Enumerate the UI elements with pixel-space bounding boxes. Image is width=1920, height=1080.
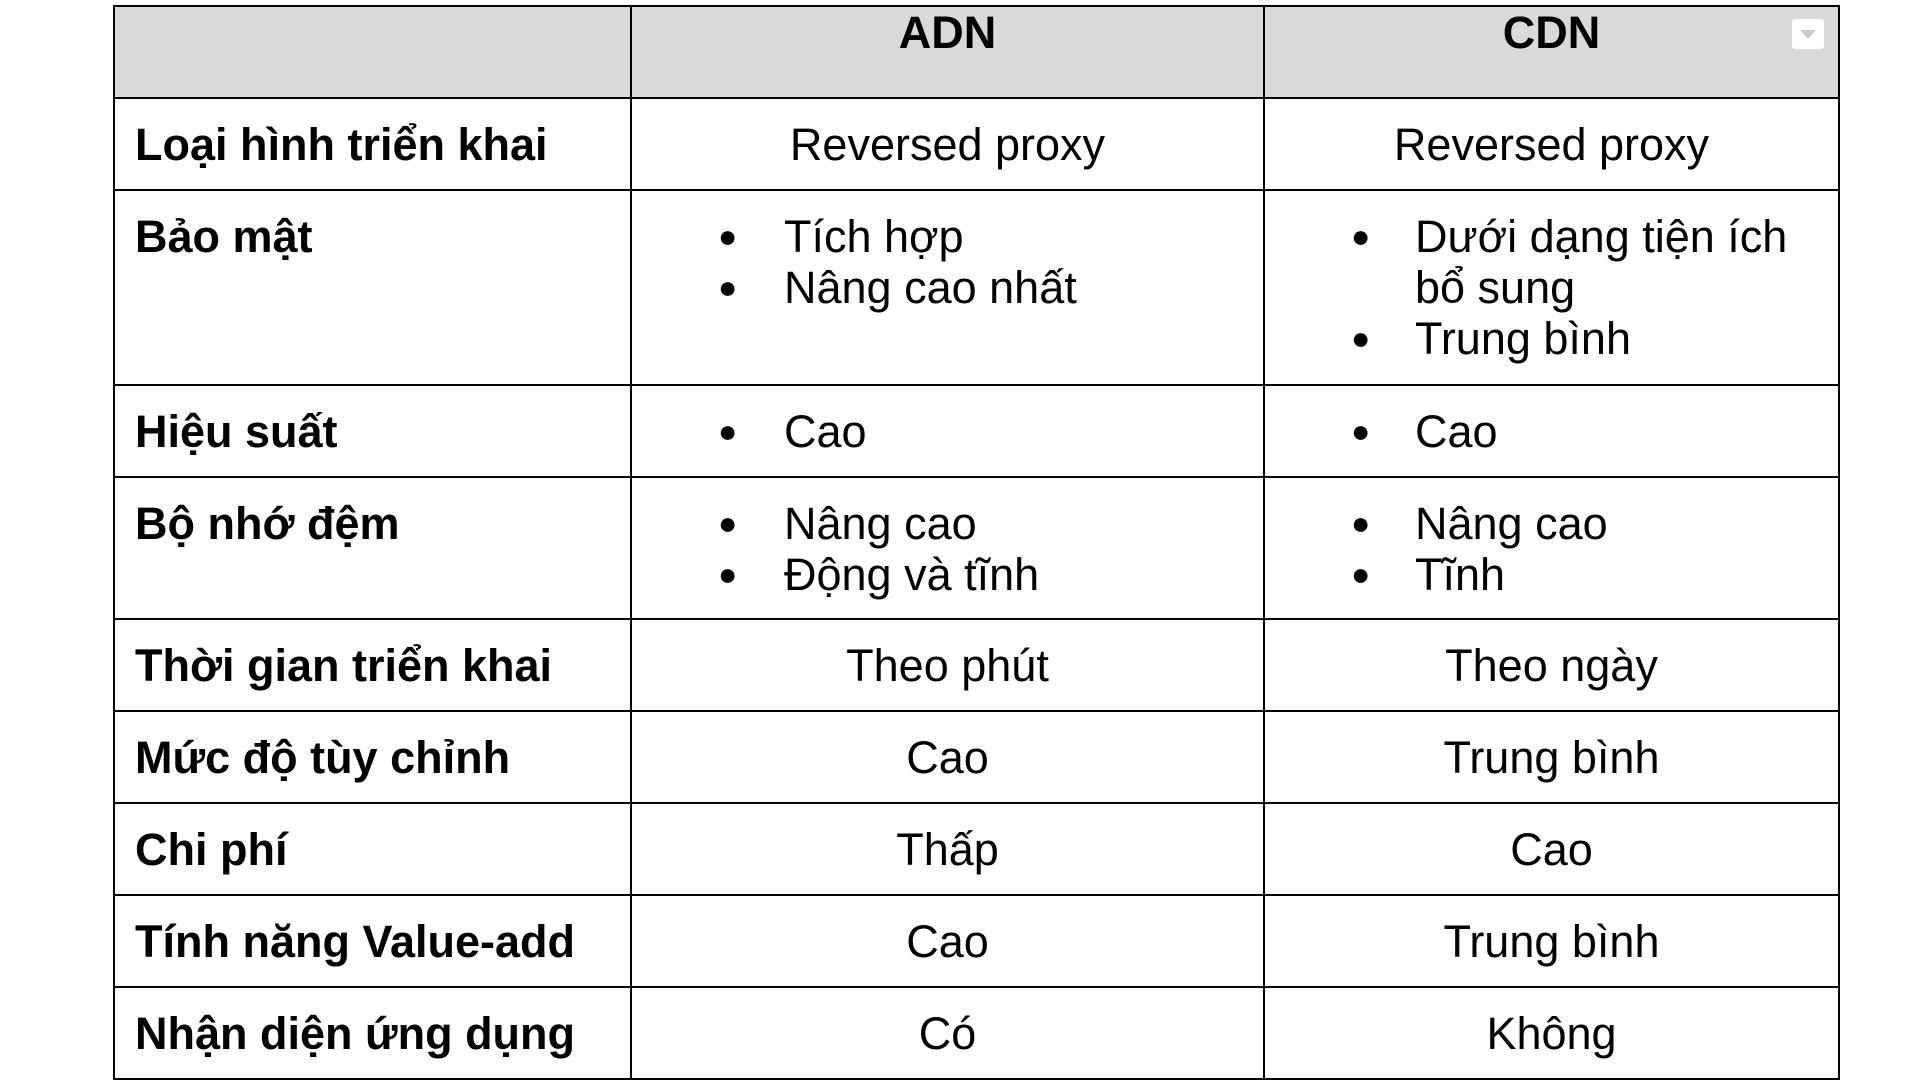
list-item: ● Trung bình (1265, 313, 1818, 364)
cdn-bullet-list (1265, 191, 1838, 364)
cdn-value: Không (1264, 987, 1839, 1079)
adn-value: Có (631, 987, 1264, 1079)
cdn-list-cell (1264, 385, 1839, 477)
list-item: ● Cao (1265, 406, 1818, 457)
table-row (114, 98, 1839, 190)
list-item: ● Cao (632, 406, 1243, 457)
adn-bullet-list (632, 386, 1263, 457)
cdn-list-cell (1264, 477, 1839, 619)
list-item: ● Động và tĩnh (632, 549, 1243, 600)
adn-value: Reversed proxy (631, 98, 1264, 190)
list-item: ● Dưới dạng tiện ích bổ sung (1265, 211, 1818, 313)
header-cdn-label: CDN (1502, 7, 1601, 58)
adn-list-cell (631, 385, 1264, 477)
row-label: Bộ nhớ đệm (114, 477, 631, 619)
adn-list-cell (631, 477, 1264, 619)
dropdown-arrow-icon[interactable] (1792, 19, 1824, 49)
table-row (114, 803, 1839, 895)
list-item: ● Nâng cao nhất (632, 262, 1243, 313)
adn-value: Cao (631, 711, 1264, 803)
cdn-bullet-list (1265, 386, 1838, 457)
row-label: Nhận diện ứng dụng (114, 987, 631, 1079)
list-item: ● Tích hợp (632, 211, 1243, 262)
cdn-value: Trung bình (1264, 711, 1839, 803)
row-label: Bảo mật (114, 190, 631, 385)
cdn-list-cell (1264, 190, 1839, 385)
comparison-table (113, 5, 1840, 1080)
row-label: Tính năng Value-add (114, 895, 631, 987)
adn-bullet-list (632, 478, 1263, 600)
adn-value: Cao (631, 895, 1264, 987)
row-label: Hiệu suất (114, 385, 631, 477)
adn-value: Thấp (631, 803, 1264, 895)
adn-bullet-list (632, 191, 1263, 313)
table-header-row (114, 6, 1839, 98)
table-row (114, 895, 1839, 987)
adn-list-cell (631, 190, 1264, 385)
header-adn: ADN (631, 6, 1264, 98)
cdn-value: Cao (1264, 803, 1839, 895)
table-row (114, 987, 1839, 1079)
header-cdn (1264, 6, 1839, 98)
list-item: ● Nâng cao (632, 498, 1243, 549)
list-item: ● Tĩnh (1265, 549, 1818, 600)
row-label: Chi phí (114, 803, 631, 895)
table-row (114, 385, 1839, 477)
cdn-value: Trung bình (1264, 895, 1839, 987)
row-label: Mức độ tùy chỉnh (114, 711, 631, 803)
cdn-value: Reversed proxy (1264, 98, 1839, 190)
table-row (114, 619, 1839, 711)
header-empty-cell (114, 6, 631, 98)
adn-value: Theo phút (631, 619, 1264, 711)
row-label: Thời gian triển khai (114, 619, 631, 711)
cdn-value: Theo ngày (1264, 619, 1839, 711)
table-row (114, 190, 1839, 385)
comparison-table-wrap (113, 5, 1840, 1080)
row-label: Loại hình triển khai (114, 98, 631, 190)
list-item: ● Nâng cao (1265, 498, 1818, 549)
cdn-bullet-list (1265, 478, 1838, 600)
table-row (114, 711, 1839, 803)
table-row (114, 477, 1839, 619)
